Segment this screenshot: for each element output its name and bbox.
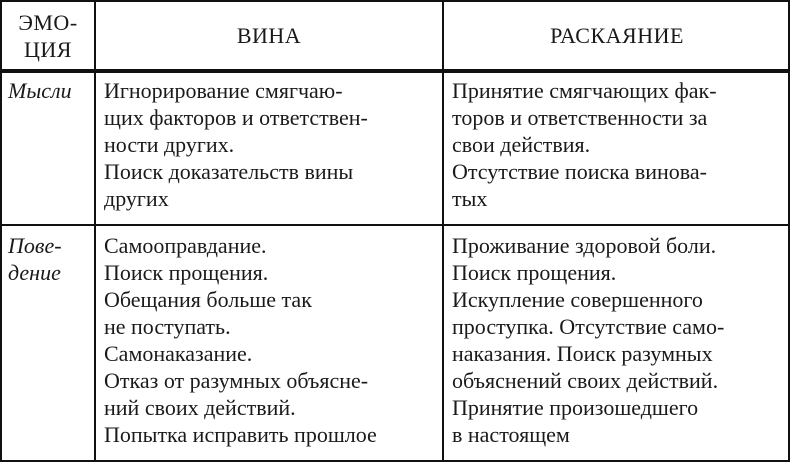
thoughts-guilt-cell bbox=[104, 77, 440, 212]
cell-text-line: Проживание здоровой боли. bbox=[452, 233, 717, 258]
cell-text-line: ности других. bbox=[104, 132, 235, 157]
cell-text-line: не поступать. bbox=[104, 314, 231, 339]
cell-text-line: Искупление совершенного bbox=[452, 287, 703, 312]
cell-text-line: Поиск прощения. bbox=[104, 260, 269, 285]
row-label-line: Мысли bbox=[8, 78, 72, 103]
cell-text-line: щих факторов и ответствен- bbox=[104, 105, 368, 130]
header-emotion-line: ЦИЯ bbox=[24, 36, 72, 62]
behavior-remorse-cell bbox=[452, 232, 788, 448]
cell-text-line: Принятие произошедшего bbox=[452, 395, 699, 420]
row-label-thoughts bbox=[8, 77, 94, 104]
cell-text-line: других bbox=[104, 186, 169, 211]
cell-text-line: Обещания больше так bbox=[104, 287, 312, 312]
cell-text-line: Принятие смягчающих фак- bbox=[452, 78, 717, 103]
cell-text-line: ний своих действий. bbox=[104, 395, 296, 420]
cell-text-line: Отказ от разумных объясне- bbox=[104, 368, 369, 393]
header-remorse: РАСКАЯНИЕ bbox=[550, 23, 684, 48]
header-emotion-line: ЭМО- bbox=[18, 9, 78, 35]
cell-text-line: Игнорирование смягчаю- bbox=[104, 78, 343, 103]
cell-text-line: тых bbox=[452, 186, 488, 211]
row-label-behavior bbox=[8, 232, 94, 286]
header-guilt: ВИНА bbox=[236, 23, 302, 48]
row-label-line: Пове- bbox=[8, 233, 62, 258]
cell-text-line: торов и ответственности за bbox=[452, 105, 708, 130]
cell-text-line: проступка. Отсутствие само- bbox=[452, 314, 725, 339]
cell-text-line: Самооправдание. bbox=[104, 233, 267, 258]
cell-text-line: Поиск прощения. bbox=[452, 260, 617, 285]
cell-text-line: Поиск доказательств вины bbox=[104, 159, 354, 184]
row-label-line: дение bbox=[8, 260, 61, 285]
cell-text-line: Попытка исправить прошлое bbox=[104, 422, 377, 447]
row-divider bbox=[2, 224, 788, 226]
thoughts-remorse-cell bbox=[452, 77, 788, 212]
cell-text-line: свои действия. bbox=[452, 132, 591, 157]
cell-text-line: наказания. Поиск разумных bbox=[452, 341, 713, 366]
behavior-guilt-cell bbox=[104, 232, 440, 448]
cell-text-line: Отсутствие поиска винова- bbox=[452, 159, 707, 184]
cell-text-line: объяснений своих действий. bbox=[452, 368, 719, 393]
header-emotion bbox=[2, 2, 94, 69]
cell-text-line: в настоящем bbox=[452, 422, 570, 447]
header-divider bbox=[2, 69, 788, 73]
cell-text-line: Самонаказание. bbox=[104, 341, 253, 366]
